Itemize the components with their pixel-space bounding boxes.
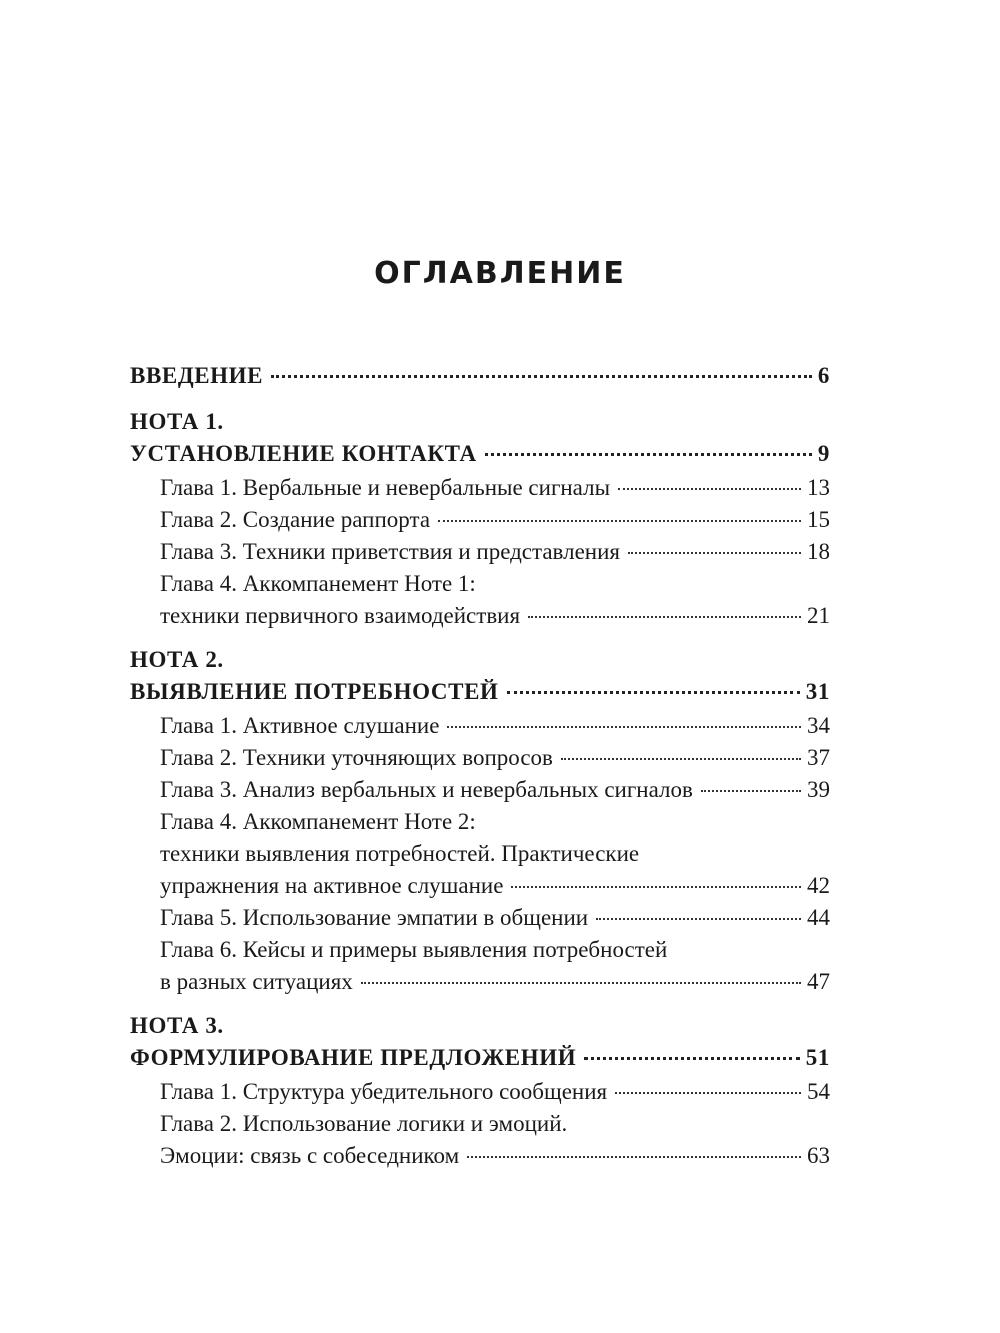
chapter-title: Глава 5. Использование эмпатии в общении <box>160 905 589 930</box>
section-note-label: НОТА 1. <box>130 409 224 434</box>
dot-leader <box>271 375 812 378</box>
dot-leader <box>485 453 812 456</box>
toc-entry-chapter[interactable] <box>130 504 830 536</box>
toc-entry-label: ВВЕДЕНИЕ <box>130 363 264 388</box>
dot-leader <box>447 726 801 728</box>
chapter-title: Глава 3. Анализ вербальных и невербальных сигналов <box>160 777 693 802</box>
toc-page-number: 47 <box>807 969 830 994</box>
toc-page-number: 51 <box>805 1045 830 1070</box>
chapter-title: Глава 4. Аккомпанемент Ноте 1: <box>160 571 476 596</box>
dot-leader <box>701 790 801 792</box>
page-title: ОГЛАВЛЕНИЕ <box>374 256 626 291</box>
toc-entry-chapter-line[interactable] <box>130 934 830 966</box>
dot-leader <box>361 982 801 984</box>
dot-leader <box>511 886 801 888</box>
dot-leader <box>628 552 801 554</box>
toc-page-number: 6 <box>817 363 830 388</box>
chapter-title: Глава 1. Вербальные и невербальные сигналы <box>160 475 611 500</box>
chapter-title: Глава 1. Активное слушание <box>160 713 440 738</box>
dot-leader <box>615 1092 801 1094</box>
toc-page-number: 63 <box>807 1143 830 1168</box>
section-heading: УСТАНОВЛЕНИЕ КОНТАКТА <box>130 441 477 466</box>
dot-leader <box>584 1057 800 1060</box>
toc-page-number: 34 <box>807 713 830 738</box>
toc-entry-chapter[interactable] <box>130 1140 830 1172</box>
chapter-title-continued: упражнения на активное слушание <box>160 873 504 898</box>
section-note-label: НОТА 2. <box>130 647 224 672</box>
toc-entry-chapter[interactable] <box>130 536 830 568</box>
toc-page-number: 42 <box>807 873 830 898</box>
toc-entry-intro[interactable] <box>130 360 830 392</box>
chapter-title: Глава 3. Техники приветствия и представления <box>160 539 620 564</box>
dot-leader <box>528 616 801 618</box>
section-note-label: НОТА 3. <box>130 1013 224 1038</box>
toc-entry-section-1[interactable] <box>130 438 830 470</box>
toc-page-number: 18 <box>807 539 830 564</box>
chapter-title-continued: Эмоции: связь с собеседником <box>160 1143 460 1168</box>
toc-entry-chapter[interactable] <box>130 600 830 632</box>
toc-page-number: 13 <box>807 475 830 500</box>
toc-entry-chapter-line[interactable] <box>130 1108 830 1140</box>
toc-entry-chapter[interactable] <box>130 742 830 774</box>
dot-leader <box>507 691 800 694</box>
toc-page-number: 44 <box>807 905 830 930</box>
chapter-title: Глава 1. Структура убедительного сообщения <box>160 1079 608 1104</box>
chapter-title: Глава 2. Использование логики и эмоций. <box>160 1111 568 1136</box>
chapter-title-continued: техники первичного взаимодействия <box>160 603 521 628</box>
toc-entry-chapter[interactable] <box>130 774 830 806</box>
toc-page-number: 9 <box>817 441 830 466</box>
toc-entry-section-3[interactable] <box>130 1042 830 1074</box>
dot-leader <box>596 918 801 920</box>
section-heading: ВЫЯВЛЕНИЕ ПОТРЕБНОСТЕЙ <box>130 679 499 704</box>
toc-entry-chapter[interactable] <box>130 1076 830 1108</box>
toc-page-number: 21 <box>807 603 830 628</box>
section-note-1 <box>130 406 830 438</box>
toc-entry-chapter[interactable] <box>130 710 830 742</box>
toc-page-number: 37 <box>807 745 830 770</box>
chapter-title: Глава 2. Техники уточняющих вопросов <box>160 745 553 770</box>
chapter-title-continued: в разных ситуациях <box>160 969 353 994</box>
toc-page-number: 54 <box>807 1079 830 1104</box>
chapter-title: Глава 4. Аккомпанемент Ноте 2: <box>160 809 476 834</box>
toc-entry-section-2[interactable] <box>130 676 830 708</box>
section-note-3 <box>130 1010 830 1042</box>
dot-leader <box>467 1156 801 1158</box>
toc-entry-chapter[interactable] <box>130 966 830 998</box>
toc-entry-chapter-line[interactable] <box>130 806 830 838</box>
chapter-title-continued: техники выявления потребностей. Практические <box>160 841 640 866</box>
toc-entry-chapter[interactable] <box>130 472 830 504</box>
toc-entry-chapter-line[interactable] <box>130 838 830 870</box>
chapter-title: Глава 2. Создание раппорта <box>160 507 431 532</box>
toc-page-number: 39 <box>807 777 830 802</box>
toc-page-number: 15 <box>807 507 830 532</box>
toc-page-number: 31 <box>805 679 830 704</box>
dot-leader <box>561 758 801 760</box>
section-note-2 <box>130 644 830 676</box>
section-heading: ФОРМУЛИРОВАНИЕ ПРЕДЛОЖЕНИЙ <box>130 1045 577 1070</box>
toc-entry-chapter-line[interactable] <box>130 568 830 600</box>
table-of-contents <box>130 360 830 1172</box>
toc-entry-chapter[interactable] <box>130 870 830 902</box>
toc-entry-chapter[interactable] <box>130 902 830 934</box>
dot-leader <box>618 488 801 490</box>
dot-leader <box>438 520 801 522</box>
chapter-title: Глава 6. Кейсы и примеры выявления потребностей <box>160 937 668 962</box>
